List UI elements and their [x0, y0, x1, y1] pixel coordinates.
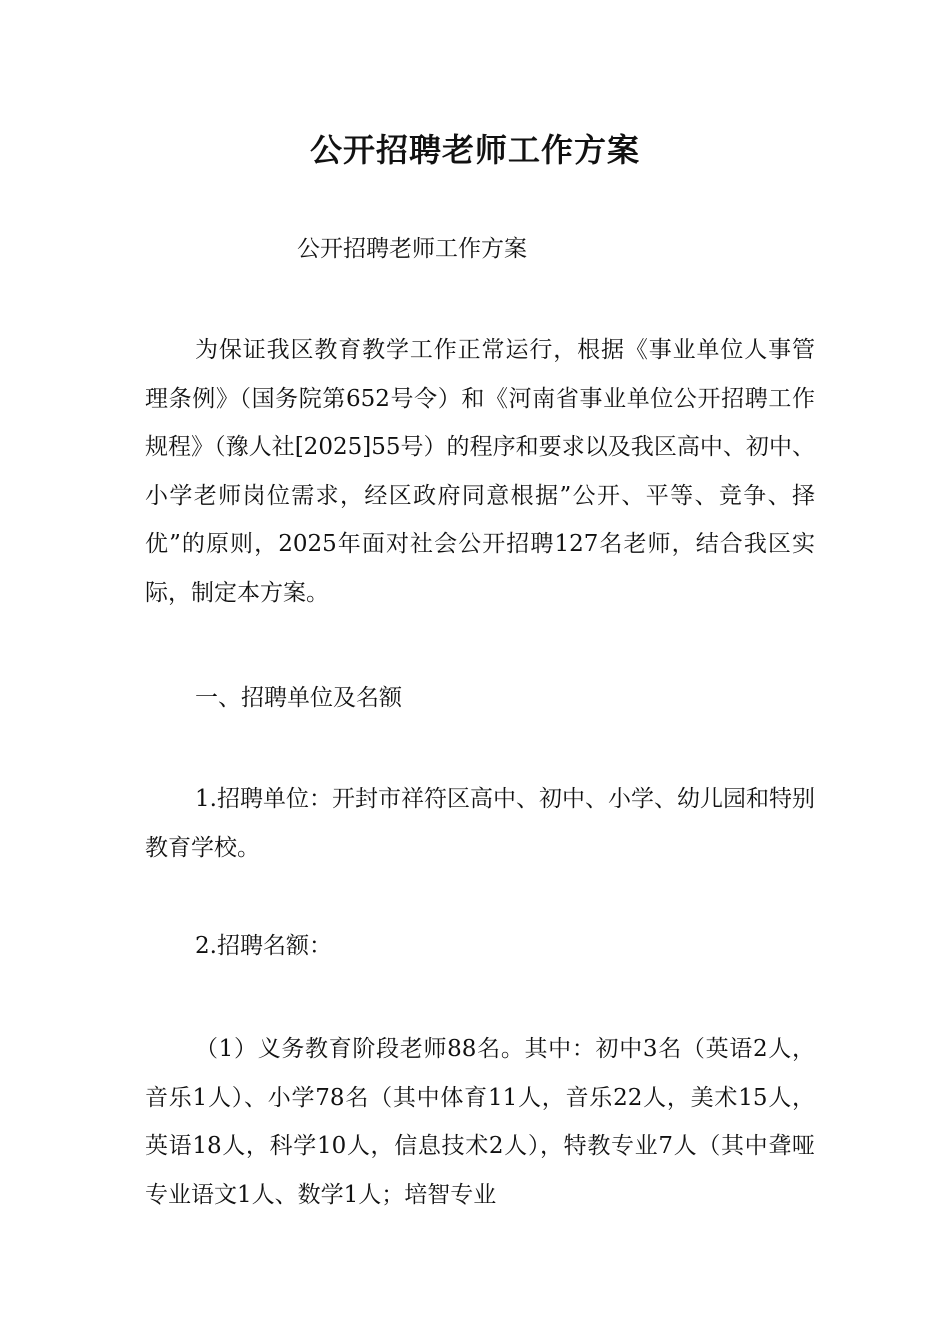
document-title: 公开招聘老师工作方案	[309, 131, 640, 169]
intro-paragraph: 为保证我区教育教学工作正常运行，根据《事业单位人事管理条例》（国务院第652号令）和《河南省事业单位公开招聘工作规程》（豫人社[2025]55号）的程序和要求以及我区高中、初中、小学老师岗位需求，经区政府同意根据”公开、平等、竞争、择优”的原则，2025年面对社会公开招聘127名老师，结合我区实际，制定本方案。	[145, 337, 815, 606]
item-recruiting-units: 1.招聘单位：开封市祥符区高中、初中、小学、幼儿园和特别教育学校。	[145, 786, 815, 861]
section-heading-recruiting-units: 一、招聘单位及名额	[195, 685, 402, 711]
subitem-compulsory-education-quota: （1）义务教育阶段老师88名。其中：初中3名（英语2人，音乐1人）、小学78名（其中体育11人，音乐22人，美术15人，英语18人，科学10人，信息技术2人），特教专业7人（其中聋哑专业语文1人、数学1人；培智专业	[145, 1036, 815, 1208]
item-recruiting-quota: 2.招聘名额：	[195, 933, 332, 959]
document-subtitle: 公开招聘老师工作方案	[297, 236, 527, 262]
